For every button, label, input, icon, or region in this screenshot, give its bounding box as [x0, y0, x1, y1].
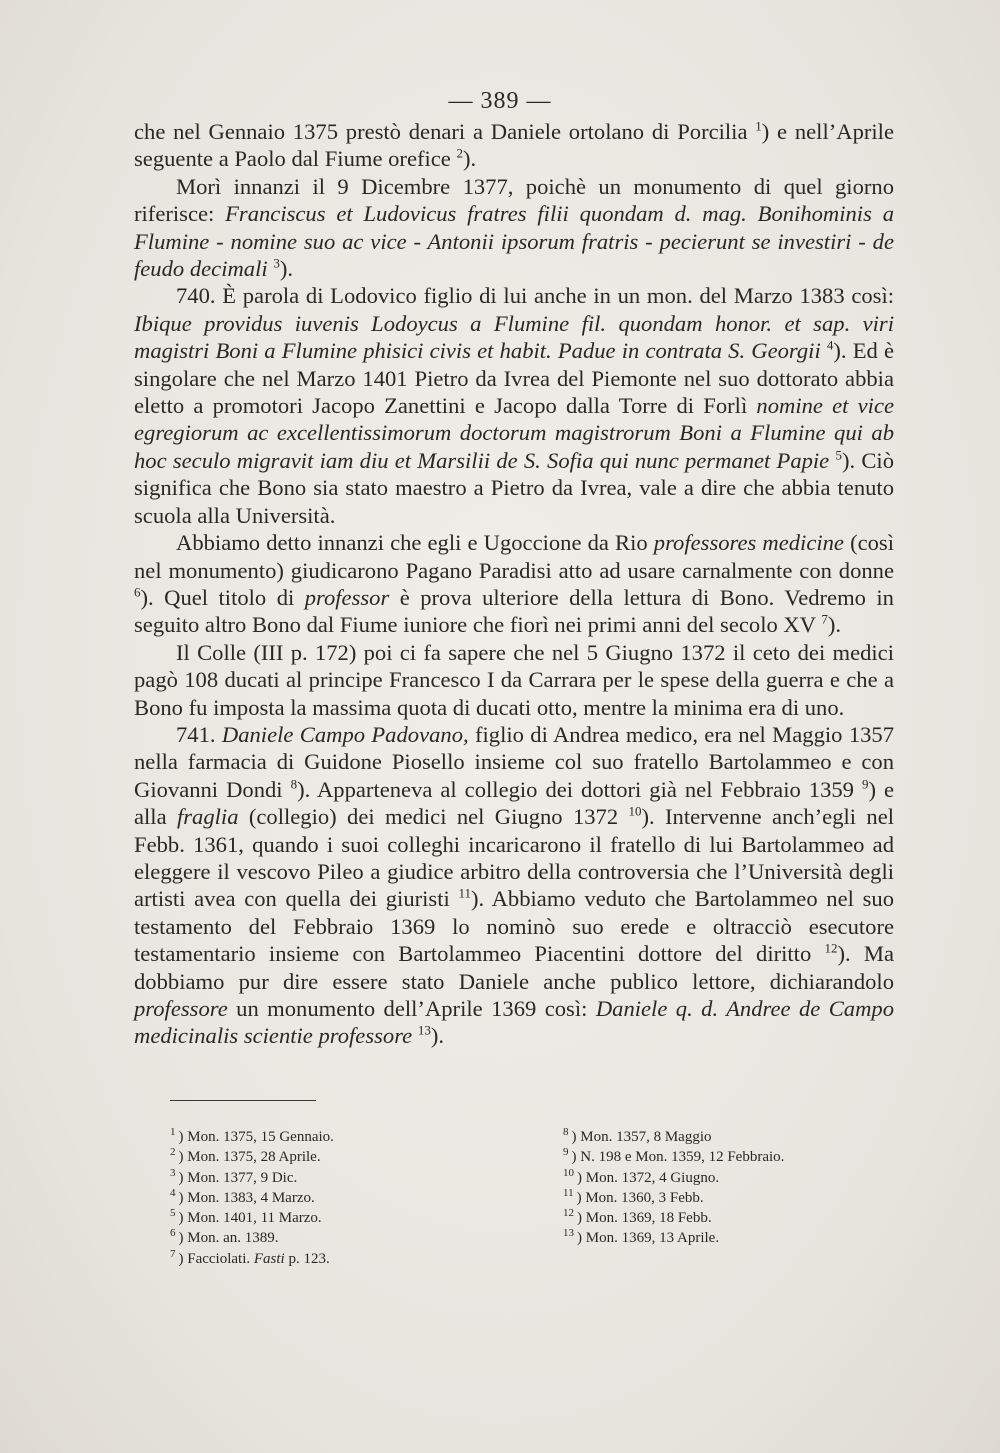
italic-text: fraglia — [176, 804, 239, 830]
italic-text: professor — [304, 584, 390, 610]
footnote-ref: 2 — [456, 145, 463, 161]
text-run: è prova ulteriore della lettura di Bono. Vedremo in seguito altro Bono dal Fiume iuniore che fiorì nei primi anni del secolo XV — [134, 584, 894, 638]
footnote-ref: 1 — [755, 118, 762, 134]
text-run: ). Intervenne anch’egli nel Febb. 1361, quando i suoi colleghi incaricarono il fratello di lui Bartolammeo ad eleggere il vescovo Pileo a giudice arbitro della controversia che l’Università degli artisti avea con quella dei giuristi — [134, 804, 895, 912]
footnote-text: ) N. 198 e Mon. 1359, 12 Febbraio. — [571, 1149, 785, 1166]
footnote-ref: 12 — [824, 940, 838, 956]
footnote-ref: 4 — [826, 337, 834, 353]
footnote — [563, 1168, 784, 1188]
text-run: Morì innanzi il 9 Dicembre 1377, poichè un monumento di quel giorno riferisce: — [134, 173, 894, 227]
footnote — [170, 1168, 334, 1188]
italic-text: Franciscus et Ludovicus fratres filii quondam d. mag. Bonihominis a Flumine - nomine suo ac vice - Antonii ipsorum fratris - pecierunt se investiri - de feudo decimali — [134, 201, 894, 282]
footnote-number: 13 — [563, 1227, 574, 1240]
footnote-number: 10 — [563, 1166, 574, 1179]
italic-text: Daniele Campo Padovano, — [221, 721, 469, 747]
footnote-text: ) Mon. 1377, 9 Dic. — [178, 1169, 298, 1186]
footnote-number: 8 — [563, 1126, 569, 1138]
footnote — [170, 1208, 334, 1228]
italic-text: Daniele q. d. Andree de Campo medicinalis scientie professore — [134, 996, 894, 1049]
footnote-ref: 8 — [290, 776, 298, 792]
footnote-number: 5 — [170, 1207, 176, 1220]
text-run: ). — [279, 256, 293, 282]
text-run: figlio di Andrea medico, era nel Maggio 1357 nella farmacia di Guidone Piosello insieme col suo fratello Bartolammeo e con Giovanni Dondi — [134, 721, 895, 802]
footnote — [170, 1127, 334, 1147]
text-run: ). — [827, 612, 841, 638]
footnote-text: ) Mon. 1375, 28 Aprile. — [178, 1149, 321, 1166]
footnote-number: 11 — [563, 1186, 574, 1199]
footnote — [563, 1188, 784, 1208]
text-run: ). Ed è singolare che nel Marzo 1401 Pietro da Ivrea del Piemonte nel suo dottorato abbia eletto a promotori Jacopo Zanettini e Jacopo dalla Torre di Forlì — [134, 338, 894, 419]
footnote-ref: 7 — [821, 611, 828, 627]
footnote-text: ) Mon. an. 1389. — [178, 1230, 279, 1247]
body-text — [134, 118, 894, 1050]
text-run: Il Colle (III p. 172) poi ci fa sapere che nel 5 Giugno 1372 il ceto dei medici pagò 108 ducati al principe Francesco I da Carrara per le spese della guerra e che a Bono fu imposta la massima quota di ducati otto, mentre la minima era di uno. — [134, 639, 894, 720]
text-run: ). — [430, 1023, 445, 1049]
text-run: ). Abbiamo veduto che Bartolammeo nel suo testamento del Febbraio 1369 lo nominò suo erede e oltracciò esecutore testamentario insieme con Bartolammeo Piacentini dottore del diritto — [134, 886, 894, 967]
footnote-ref: 10 — [628, 803, 642, 819]
italic-text: Ibique providus iuvenis Lodoycus a Flumine fil. quondam honor. et sap. viri magistri Boni a Flumine phisici civis et habit. Padue in contrata S. Georgii — [134, 310, 894, 364]
text-run: ) e alla — [134, 776, 895, 830]
footnote-text: ) Facciolati. — [178, 1250, 254, 1267]
text-run: Abbiamo detto innanzi che egli e Ugoccione da Rio — [176, 530, 654, 556]
italic-text: nomine et vice egregiorum ac excellentissimorum doctorum magistrorum Boni a Flumine qui ab hoc seculo migravit iam diu et Marsilii de S. Sofia qui nunc permanet Papie — [134, 393, 894, 473]
footnote-text: ) Mon. 1360, 3 Febb. — [576, 1189, 704, 1206]
text-run: (così nel monumento) giudicarono Pagano Paradisi atto ad usare carnalmente con donne — [134, 530, 894, 583]
footnote-ref: 13 — [417, 1022, 431, 1038]
text-run: che nel Gennaio 1375 prestò denari a Daniele ortolano di Porcilia — [134, 119, 756, 144]
footnote-tail: p. 123. — [284, 1250, 330, 1267]
footnote-text: ) Mon. 1372, 4 Giugno. — [577, 1169, 720, 1186]
footnote-number: 7 — [170, 1247, 176, 1260]
footnotes-right-column — [563, 1127, 784, 1249]
paragraph — [134, 721, 894, 1050]
footnote-separator — [170, 1100, 316, 1101]
footnote-ref: 11 — [458, 885, 471, 901]
paragraph — [134, 118, 894, 173]
text-run: ). Ciò significa che Bono sia stato maestro a Pietro da Ivrea, vale a dire che abbia tenuto scuola alla Università. — [134, 447, 894, 528]
text-run: ). Ma dobbiamo pur dire essere stato Daniele anche publico lettore, dichiarandolo — [134, 941, 894, 994]
paragraph — [134, 173, 894, 283]
footnote — [563, 1147, 784, 1167]
paragraph — [134, 529, 894, 639]
paragraph — [134, 282, 894, 529]
footnote-ref: 3 — [273, 255, 280, 271]
footnote-number: 1 — [170, 1126, 176, 1138]
text-run: 741. — [176, 721, 222, 747]
footnote-ref: 6 — [134, 584, 141, 600]
footnote-number: 6 — [170, 1227, 176, 1240]
footnote — [170, 1147, 334, 1167]
footnote-number: 3 — [170, 1166, 176, 1179]
page-number: — 389 — — [448, 88, 552, 114]
footnote — [170, 1249, 334, 1269]
footnote-text: ) Mon. 1401, 11 Marzo. — [178, 1210, 322, 1227]
footnote-text: ) Mon. 1375, 15 Gennaio. — [178, 1129, 334, 1145]
text-run: ). Apparteneva al collegio dei dottori già nel Febbraio 1359 — [297, 776, 862, 802]
italic-text: professores medicine — [653, 530, 844, 556]
text-run: 740. È parola di Lodovico figlio di lui anche in un mon. del Marzo 1383 così: — [176, 283, 894, 309]
footnote — [563, 1208, 784, 1228]
footnote-number: 9 — [563, 1146, 569, 1159]
footnote-text: ) Mon. 1369, 18 Febb. — [577, 1210, 712, 1227]
footnote — [563, 1228, 784, 1248]
footnote — [170, 1188, 334, 1208]
text-run: ). Quel titolo di — [140, 584, 305, 610]
footnote — [563, 1127, 784, 1147]
footnote-italic: Fasti — [253, 1250, 285, 1267]
text-run: ). — [462, 146, 477, 172]
footnote-ref: 5 — [835, 447, 842, 463]
footnote-text: ) Mon. 1383, 4 Marzo. — [178, 1189, 315, 1206]
footnote-text: ) Mon. 1357, 8 Maggio — [571, 1129, 712, 1145]
footnote-number: 2 — [170, 1146, 176, 1159]
paragraph — [134, 639, 894, 721]
text-run: ) e nell’Aprile seguente a Paolo dal Fiume orefice — [134, 119, 894, 172]
text-run: (collegio) dei medici nel Giugno 1372 — [238, 804, 629, 830]
footnote — [170, 1228, 334, 1248]
footnotes-left-column — [170, 1127, 334, 1269]
footnote-ref: 9 — [861, 776, 869, 792]
footnote-number: 12 — [563, 1207, 574, 1220]
text-run: un monumento dell’Aprile 1369 così: — [227, 996, 596, 1021]
footnote-number: 4 — [170, 1186, 176, 1199]
italic-text: professore — [134, 996, 228, 1021]
footnote-text: ) Mon. 1369, 13 Aprile. — [577, 1230, 720, 1247]
